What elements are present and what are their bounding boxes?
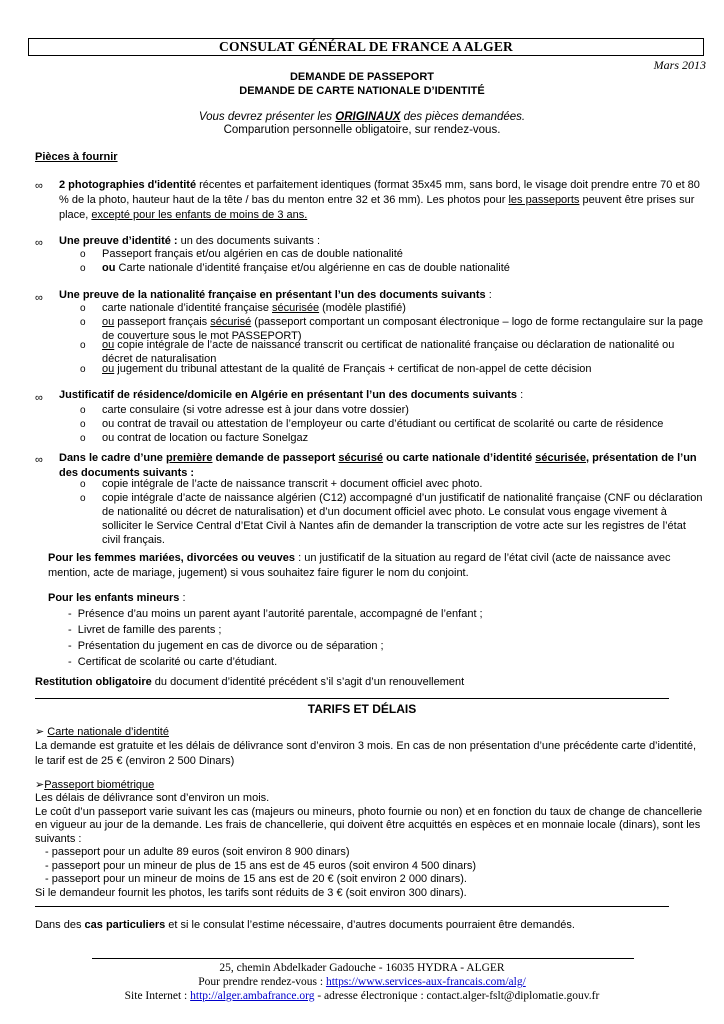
mineurs-list: [68, 606, 483, 670]
sub-bullet-icon: o: [80, 317, 86, 328]
cni-subtitle: [35, 725, 169, 740]
item-text: % de la photo, hauteur haut de la tête / bas du menton entre 32 et 36 mm). Les photos pour: [59, 194, 509, 206]
arrow-icon: ➢: [35, 779, 45, 791]
item-text: récentes et parfaitement identiques (format 35x45 mm, sans bord, le visage doit prendre entre 70 et 80: [196, 179, 700, 191]
item-text: demande de passeport: [212, 452, 339, 464]
tarifs-title: TARIFS ET DÉLAIS: [307, 702, 417, 716]
cni-text: [35, 739, 715, 769]
sub-bullet-icon: o: [80, 405, 86, 416]
dash: -: [68, 656, 72, 668]
item-text: civil français.: [102, 534, 165, 546]
price-item: - passeport pour un mineur de moins de 15 ans est de 20 € (soit environ 2 000 dinars).: [45, 873, 467, 885]
item-text: place,: [59, 209, 92, 221]
femmes-mariees: [48, 551, 710, 581]
sub-bullet-icon: o: [80, 419, 86, 430]
item-text: suivants :: [35, 832, 82, 845]
item-text: Le coût d’un passeport varie suivant les cas (majeurs ou mineurs, photo fournie ou non) et en fonction du taux de change de chancellerie: [35, 805, 703, 818]
item-text: peuvent être prises sur: [579, 194, 695, 206]
item-underline: Carte nationale d’identité: [47, 726, 169, 738]
footer-email: - adresse électronique : contact.alger-fslt@diplomatie.gouv.fr: [314, 990, 600, 1002]
item-text: jugement du tribunal attestant de la qualité de Français + certificat de non-appel de cette décision: [114, 363, 592, 375]
sub-item: Passeport français et/ou algérien en cas de double nationalité: [102, 248, 403, 260]
pieces-title: Pièces à fournir: [35, 151, 118, 163]
item-text: La demande est gratuite et les délais de délivrance sont d’environ 3 mois. En cas de non présentation d’une précédente carte d’identité,: [35, 740, 697, 752]
intro-originaux: [0, 111, 724, 123]
item-bold: Justificatif de résidence/domicile en Algérie en présentant l’un des documents suivants: [59, 389, 518, 401]
item-underline: excepté pour les enfants de moins de 3 ans.: [91, 209, 308, 221]
list-item: [68, 654, 483, 670]
item-text: décret de naturalisation: [102, 353, 217, 365]
item-bold: cas particuliers: [84, 919, 166, 931]
item-text: Présentation du jugement en cas de divorce ou de séparation ;: [77, 640, 384, 652]
item-bold: Restitution obligatoire: [35, 676, 152, 688]
item-text: Dans des: [35, 919, 85, 931]
item-text: passeport français: [114, 316, 211, 328]
item-text: et si le consulat l’estime nécessaire, d’autres documents pourraient être demandés.: [165, 919, 575, 931]
item-underline: ou: [102, 339, 115, 351]
sub-item: ou contrat de location ou facture Sonelgaz: [102, 432, 309, 444]
item-bold: Pour les femmes mariées, divorcées ou veuves: [48, 552, 296, 564]
item-text: Dans le cadre d’une: [59, 452, 166, 464]
sub-item: ou contrat de travail ou attestation de l’employeur ou carte d’étudiant ou certificat de scolarité ou carte de résidence: [102, 418, 664, 430]
arrow-icon: ➢: [35, 726, 45, 738]
item-underline: les passeports: [508, 194, 580, 206]
sub-bullet-icon: o: [80, 340, 86, 351]
bullet-icon: ∞: [35, 292, 43, 304]
item-text: (passeport comportant un composant électronique – logo de forme rectangulaire sur la page: [251, 316, 704, 328]
item-text: le tarif est de 25 € (environ 2 500 Dinars): [35, 755, 235, 767]
cas-particuliers: [35, 918, 575, 933]
bullet-icon: ∞: [35, 237, 43, 249]
item-underline: sécurisé: [210, 316, 252, 328]
item-text: du document d’identité précédent s’il s’agit d’un renouvellement: [151, 676, 465, 688]
item-text: carte nationale d’identité française: [102, 302, 272, 314]
item-bold: Pour les enfants mineurs: [48, 592, 180, 604]
intro-comparution: Comparution personnelle obligatoire, sur rendez-vous.: [223, 124, 501, 136]
intro-text-end: des pièces demandées.: [400, 111, 526, 123]
footer-label: Pour prendre rendez-vous :: [198, 976, 326, 988]
footer-site: [0, 989, 724, 1003]
item-photographies: [59, 178, 711, 223]
sub-bullet-icon: o: [80, 433, 86, 444]
item-underline: sécurisée: [535, 452, 587, 464]
divider: [35, 698, 669, 699]
item-underline: ou: [102, 316, 115, 328]
item-bold: Une preuve d’identité :: [59, 235, 178, 247]
item-bold: ou: [102, 262, 116, 274]
heading-cni: DEMANDE DE CARTE NATIONALE D’IDENTITÉ: [239, 85, 485, 97]
enfants-mineurs-title: [48, 591, 186, 606]
item-text: des documents suivants :: [59, 467, 195, 479]
divider: [35, 906, 669, 907]
dash: -: [68, 624, 72, 636]
bullet-icon: ∞: [35, 180, 43, 192]
item-text: de couverture sous le mot PASSEPORT): [102, 330, 302, 342]
item-text: Présence d’au moins un parent ayant l’autorité parentale, accompagné de l’enfant ;: [77, 608, 483, 620]
sub-item: [102, 491, 710, 547]
sub-bullet-icon: o: [80, 249, 86, 260]
sub-bullet-icon: o: [80, 479, 86, 490]
item-text: : un justificatif de la situation au regard de l’état civil (acte de naissance avec: [295, 552, 671, 564]
sub-item: carte consulaire (si votre adresse est à jour dans votre dossier): [102, 404, 409, 416]
footer: [0, 961, 724, 1003]
footer-address: 25, chemin Abdelkader Gadouche - 16035 HYDRA - ALGER: [219, 962, 505, 974]
item-text: de nationalité ou décret de naturalisation) et d’un document officiel avec photo. Le consulat vous engage vivement à: [102, 506, 667, 518]
footer-label: Site Internet :: [124, 990, 191, 1002]
rdv-link[interactable]: https://www.services-aux-francais.com/alg/: [325, 976, 526, 988]
item-text: , présentation de l’un: [586, 452, 697, 464]
item-text: un des documents suivants :: [177, 235, 321, 247]
item-text: Carte nationale d’identité française et/ou algérienne en cas de double nationalité: [115, 262, 510, 274]
document-date: Mars 2013: [653, 58, 706, 72]
item-justificatif-residence: [59, 388, 523, 403]
price-item: - passeport pour un mineur de plus de 15 ans est de 45 euros (soit environ 4 500 dinars): [45, 859, 477, 872]
item-bold: Une preuve de la nationalité française en présentant l’un des documents suivants: [59, 289, 486, 301]
item-text: (modèle plastifié): [319, 302, 406, 314]
passeport-text: [35, 792, 715, 900]
bullet-icon: ∞: [35, 392, 43, 404]
item-text: Certificat de scolarité ou carte d’étudiant.: [77, 656, 278, 668]
footer-rdv: [0, 975, 724, 989]
list-item: [68, 622, 483, 638]
price-item: - passeport pour un adulte 89 euros (soit environ 8 900 dinars): [45, 846, 350, 858]
restitution: [35, 675, 464, 690]
item-underline: Passeport biométrique: [44, 779, 155, 791]
dash: -: [68, 608, 72, 620]
heading-passeport: DEMANDE DE PASSEPORT: [289, 71, 435, 83]
item-text: solliciter le Service Central d’Etat Civil à Nantes afin de demander la transcription de votre acte sur les registres de l’état: [102, 520, 686, 532]
item-underline: première: [165, 452, 213, 464]
intro-originaux-emphasis: ORIGINAUX: [335, 111, 401, 123]
item-text: :: [179, 592, 186, 604]
sub-bullet-icon: o: [80, 364, 86, 375]
site-link[interactable]: http://alger.ambafrance.org: [190, 990, 315, 1002]
item-underline: ou: [102, 363, 115, 375]
dash: -: [68, 640, 72, 652]
page-title: CONSULAT GÉNÉRAL DE FRANCE A ALGER: [219, 39, 513, 54]
item-text: Si le demandeur fournit les photos, les tarifs sont réduits de 3 € (soit environ 300 dinars).: [35, 886, 467, 899]
passeport-subtitle: [35, 778, 154, 793]
item-text: Livret de famille des parents ;: [77, 624, 222, 636]
item-text: copie intégrale d’acte de naissance algérien (C12) accompagné d’un justificatif de nationalité française (CNF ou déclaration: [102, 492, 703, 504]
item-underline: sécurisée: [272, 302, 320, 314]
bullet-icon: ∞: [35, 454, 43, 466]
footer-divider: [92, 958, 634, 959]
item-text: :: [485, 289, 492, 301]
sub-item: [102, 301, 710, 315]
sub-bullet-icon: o: [80, 263, 86, 274]
item-bold: 2 photographies d'identité: [59, 179, 197, 191]
list-item: [68, 638, 483, 654]
item-text: Les délais de délivrance sont d’environ un mois.: [35, 792, 270, 804]
sub-item: copie intégrale de l’acte de naissance transcrit + document officiel avec photo.: [102, 478, 483, 490]
item-text: :: [517, 389, 524, 401]
sub-bullet-icon: o: [80, 493, 86, 504]
item-underline: sécurisé: [338, 452, 384, 464]
item-text: copie intégrale de l’acte de naissance transcrit ou certificat de nationalité française ou déclaration de nationalité ou: [114, 339, 675, 351]
sub-item: [102, 261, 710, 275]
intro-text: Vous devrez présenter les: [198, 111, 336, 123]
item-text: ou carte nationale d’identité: [383, 452, 536, 464]
sub-item: [102, 362, 710, 376]
item-text: en vigueur au jour de la demande. Les frais de chancellerie, qui doivent être acquittés en espèces et en monnaie locale (dinars), sont les: [35, 819, 701, 831]
sub-bullet-icon: o: [80, 303, 86, 314]
item-text: mention, acte de mariage, jugement) si vous souhaitez faire figurer le nom du conjoint.: [48, 567, 469, 579]
list-item: [68, 606, 483, 622]
